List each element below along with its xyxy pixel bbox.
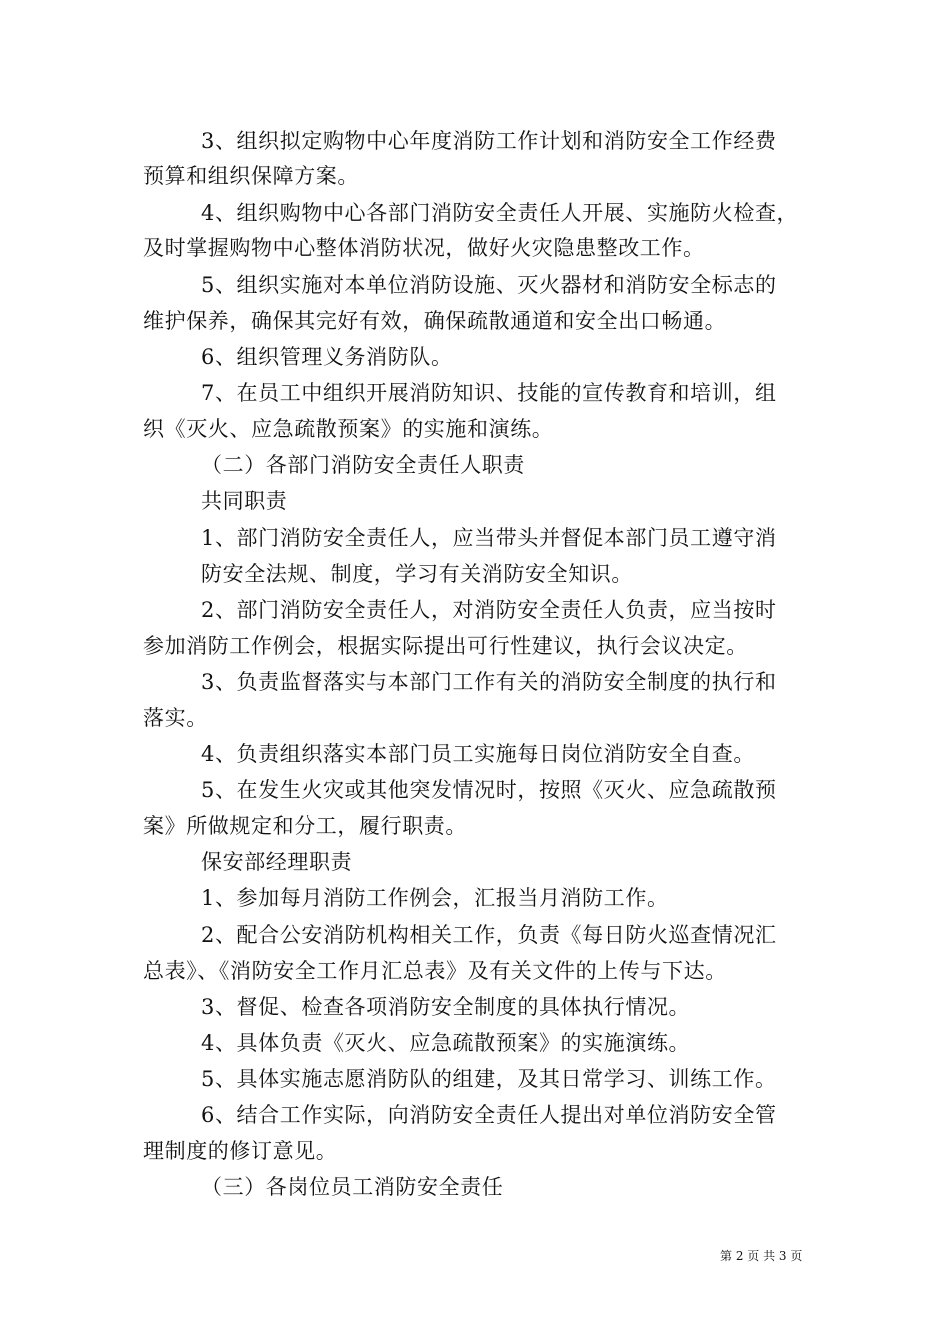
subsection-heading: 共同职责 [201, 489, 288, 513]
text-line: 维护保养，确保其完好有效，确保疏散通道和安全出口畅通。 [143, 309, 727, 333]
text-line: 1、参加每月消防工作例会，汇报当月消防工作。 [201, 886, 669, 910]
text-line: 7、在员工中组织开展消防知识、技能的宣传教育和培训，组 [201, 381, 777, 405]
text-line: 预算和组织保障方案。 [143, 164, 359, 188]
text-line: 6、结合工作实际，向消防安全责任人提出对单位消防安全管 [201, 1103, 777, 1127]
text-line: 4、组织购物中心各部门消防安全责任人开展、实施防火检查， [201, 201, 799, 225]
text-line: 5、在发生火灾或其他突发情况时，按照《灭火、应急疏散预 [201, 778, 777, 802]
text-line: 织《灭火、应急疏散预案》的实施和演练。 [143, 417, 554, 441]
section-heading: （二）各部门消防安全责任人职责 [201, 453, 525, 477]
text-line: 5、具体实施志愿消防队的组建，及其日常学习、训练工作。 [201, 1067, 777, 1091]
text-line: 及时掌握购物中心整体消防状况，做好火灾隐患整改工作。 [143, 236, 705, 260]
text-line: 2、部门消防安全责任人，对消防安全责任人负责，应当按时 [201, 598, 777, 622]
text-line: 3、负责监督落实与本部门工作有关的消防安全制度的执行和 [201, 670, 777, 694]
subsection-heading: 保安部经理职责 [201, 850, 353, 874]
text-line: 1、部门消防安全责任人，应当带头并督促本部门员工遵守消 [201, 526, 777, 550]
text-line: 案》所做规定和分工，履行职责。 [143, 814, 467, 838]
text-line: 防安全法规、制度，学习有关消防安全知识。 [201, 562, 633, 586]
text-line: 总表》、《消防安全工作月汇总表》及有关文件的上传与下达。 [143, 959, 727, 983]
text-line: 落实。 [143, 706, 208, 730]
text-line: 参加消防工作例会，根据实际提出可行性建议，执行会议决定。 [143, 634, 748, 658]
text-line: 4、具体负责《灭火、应急疏散预案》的实施演练。 [201, 1031, 691, 1055]
text-line: 3、组织拟定购物中心年度消防工作计划和消防安全工作经费 [201, 129, 777, 153]
text-line: 2、配合公安消防机构相关工作，负责《每日防火巡查情况汇 [201, 923, 777, 947]
text-line: 5、组织实施对本单位消防设施、灭火器材和消防安全标志的 [201, 273, 777, 297]
page-number: 第 2 页 共 3 页 [720, 1249, 803, 1263]
text-line: 理制度的修订意见。 [143, 1139, 338, 1163]
text-line: 4、负责组织落实本部门员工实施每日岗位消防安全自查。 [201, 742, 755, 766]
text-line: 6、组织管理义务消防队。 [201, 345, 453, 369]
text-line: 3、督促、检查各项消防安全制度的具体执行情况。 [201, 995, 691, 1019]
section-heading: （三）各岗位员工消防安全责任 [201, 1175, 504, 1199]
